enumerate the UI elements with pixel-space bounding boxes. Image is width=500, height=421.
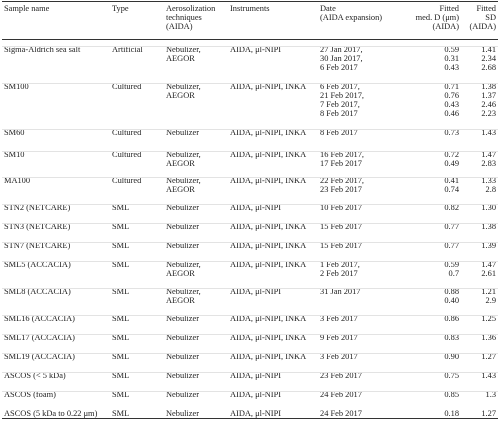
cell-instruments-line: AIDA, μl-NIPI, INKA — [230, 176, 307, 185]
header-instruments: Instruments — [230, 4, 270, 13]
cell-type-line: SML — [112, 260, 130, 269]
cell-date-line: 2 Feb 2017 — [320, 269, 358, 279]
cell-sample-name-line: ASCOS (< 5 kDa) — [4, 371, 66, 380]
cell-type-line: SML — [112, 203, 130, 212]
cell-fitted-median-diameter-line: 0.74 — [444, 185, 459, 195]
header-sample-name: Sample name — [4, 4, 50, 13]
cell-type-line: SML — [112, 314, 130, 323]
cell-fitted-sd-line: 2.23 — [481, 109, 496, 119]
cell-date-line: 23 Feb 2017 — [320, 185, 362, 195]
cell-sample-name-line: SM10 — [4, 150, 25, 159]
cell-fitted-sd-line: 2.8 — [485, 185, 496, 195]
cell-fitted-sd-line: 1.39 — [481, 241, 496, 250]
cell-date-line: 9 Feb 2017 — [320, 333, 358, 342]
cell-date-line: 21 Feb 2017, — [320, 91, 364, 101]
cell-fitted-sd-line: 2.83 — [481, 159, 496, 169]
cell-fitted-median-diameter-line: 0.18 — [444, 409, 459, 418]
cell-sample-name-line: SM60 — [4, 128, 25, 137]
row-divider — [2, 151, 498, 152]
row-divider — [2, 391, 498, 392]
cell-fitted-sd-line: 1.21 — [481, 287, 496, 296]
cell-instruments-line: AIDA, μl-NIPI, INKA — [230, 222, 307, 231]
cell-fitted-median-diameter-line: 0.46 — [444, 109, 459, 119]
cell-sample-name — [4, 409, 110, 418]
cell-aerosolization-line: Nebulizer — [166, 371, 200, 380]
cell-fitted-median-diameter-line: 0.40 — [444, 296, 459, 306]
cell-aerosolization — [166, 287, 228, 305]
row-divider — [2, 83, 498, 84]
cell-aerosolization-line: Nebulizer — [166, 203, 200, 212]
cell-type-line: SML — [112, 352, 130, 361]
cell-instruments-line: AIDA, μl-NIPI, INKA — [230, 260, 307, 269]
cell-fitted-sd-line: 1.36 — [481, 333, 496, 342]
cell-aerosolization-line: Nebulizer, — [166, 45, 201, 54]
cell-aerosolization-line: Nebulizer, — [166, 176, 201, 185]
cell-aerosolization — [166, 409, 228, 418]
cell-fitted-median-diameter-line: 0.77 — [444, 222, 459, 231]
cell-aerosolization-line: AEGOR — [166, 296, 195, 306]
cell-date — [320, 150, 406, 168]
cell-aerosolization-line: AEGOR — [166, 185, 195, 195]
cell-aerosolization-line: Nebulizer — [166, 241, 200, 250]
cell-fitted-median-diameter-line: 0.72 — [444, 150, 459, 159]
cell-type-line: SML — [112, 287, 130, 296]
cell-aerosolization-line: Nebulizer, — [166, 260, 201, 269]
row-divider — [2, 46, 498, 47]
cell-aerosolization-line: Nebulizer, — [166, 82, 201, 91]
cell-fitted-sd-line: 1.43 — [481, 371, 496, 380]
cell-date-line: 15 Feb 2017 — [320, 222, 362, 231]
row-divider — [2, 372, 498, 373]
cell-sample-name-line: STN2 (NETCARE) — [4, 203, 71, 212]
cell-date-line: 24 Feb 2017 — [320, 409, 362, 418]
cell-type-line: Cultured — [112, 82, 142, 91]
cell-aerosolization-line: Nebulizer — [166, 128, 200, 137]
cell-type-line: SML — [112, 409, 130, 418]
table-bottom-rule — [2, 418, 498, 419]
cell-date — [320, 260, 406, 278]
cell-aerosolization-line: Nebulizer — [166, 390, 200, 399]
cell-sample-name-line: ASCOS (foam) — [4, 390, 56, 399]
header-date: Date (AIDA expansion) — [320, 4, 383, 23]
cell-fitted-sd-line: 1.27 — [481, 409, 496, 418]
row-divider — [2, 204, 498, 205]
cell-fitted-sd-line: 2.46 — [481, 100, 496, 110]
cell-fitted-sd-line: 2.61 — [481, 269, 496, 279]
cell-instruments-line: AIDA, μl-NIPI, INKA — [230, 241, 307, 250]
row-divider — [2, 242, 498, 243]
cell-date-line: 10 Feb 2017 — [320, 203, 362, 212]
header-type: Type — [112, 4, 129, 13]
cell-date-line: 6 Feb 2017, — [320, 82, 360, 91]
cell-fitted-median-diameter — [406, 45, 459, 72]
row-divider — [2, 288, 498, 289]
cell-fitted-sd — [460, 150, 496, 168]
cell-fitted-median-diameter-line: 0.85 — [444, 390, 459, 399]
cell-instruments-line: AIDA, μl-NIPI — [230, 287, 282, 296]
cell-fitted-sd-line: 1.25 — [481, 314, 496, 323]
cell-fitted-sd-line: 1.33 — [481, 176, 496, 185]
cell-fitted-median-diameter — [406, 150, 459, 168]
cell-instruments-line: AIDA, μl-NIPI, INKA — [230, 314, 307, 323]
cell-aerosolization-line: Nebulizer — [166, 409, 200, 418]
cell-sample-name-line: SM100 — [4, 82, 29, 91]
cell-fitted-median-diameter-line: 0.43 — [444, 63, 459, 73]
cell-aerosolization-line: AEGOR — [166, 91, 195, 101]
cell-fitted-sd-line: 2.34 — [481, 54, 496, 64]
cell-fitted-median-diameter-line: 0.90 — [444, 352, 459, 361]
cell-aerosolization-line: Nebulizer, — [166, 287, 201, 296]
cell-type — [112, 409, 164, 418]
cell-fitted-median-diameter-line: 0.75 — [444, 371, 459, 380]
cell-aerosolization-line: Nebulizer, — [166, 150, 201, 159]
cell-fitted-median-diameter-line: 0.31 — [444, 54, 459, 64]
cell-fitted-sd-line: 1.37 — [481, 91, 496, 101]
header-fitted-median-diameter: Fitted med. D (μm) (AIDA) — [415, 4, 459, 32]
cell-aerosolization-line: AEGOR — [166, 54, 195, 64]
cell-fitted-sd-line: 1.41 — [481, 45, 496, 54]
cell-fitted-median-diameter-line: 0.41 — [444, 176, 459, 185]
cell-type-line: Cultured — [112, 176, 142, 185]
cell-date-line: 23 Feb 2017 — [320, 371, 362, 380]
header-aerosolization: Aerosolization techniques (AIDA) — [166, 4, 216, 32]
cell-fitted-median-diameter — [406, 409, 459, 418]
cell-fitted-median-diameter-line: 0.76 — [444, 91, 459, 101]
cell-sample-name-line: Sigma-Aldrich sea salt — [4, 45, 81, 54]
header-rule — [2, 39, 498, 40]
cell-fitted-sd-line: 2.9 — [485, 296, 496, 306]
cell-aerosolization — [166, 150, 228, 168]
cell-instruments-line: AIDA, μl-NIPI, INKA — [230, 150, 307, 159]
row-divider — [2, 177, 498, 178]
row-divider — [2, 315, 498, 316]
cell-sample-name-line: SML8 (ACCACIA) — [4, 287, 71, 296]
cell-fitted-median-diameter-line: 0.59 — [444, 260, 459, 269]
cell-fitted-sd — [460, 176, 496, 194]
cell-instruments — [230, 409, 318, 418]
cell-aerosolization — [166, 176, 228, 194]
cell-sample-name-line: STN3 (NETCARE) — [4, 222, 71, 231]
cell-fitted-sd-line: 1.47 — [481, 260, 496, 269]
cell-fitted-sd-line: 1.30 — [481, 203, 496, 212]
cell-date-line: 1 Feb 2017, — [320, 260, 360, 269]
cell-fitted-sd — [460, 260, 496, 278]
cell-fitted-median-diameter — [406, 287, 459, 305]
cell-fitted-median-diameter-line: 0.59 — [444, 45, 459, 54]
cell-aerosolization — [166, 45, 228, 63]
cell-sample-name-line: SML19 (ACCACIA) — [4, 352, 75, 361]
cell-fitted-median-diameter-line: 0.49 — [444, 159, 459, 169]
row-divider — [2, 129, 498, 130]
cell-date-line: 3 Feb 2017 — [320, 352, 358, 361]
cell-instruments-line: AIDA, μl-NIPI — [230, 45, 282, 54]
cell-aerosolization-line: AEGOR — [166, 159, 195, 169]
cell-aerosolization — [166, 82, 228, 100]
cell-sample-name-line: SML16 (ACCACIA) — [4, 314, 75, 323]
cell-sample-name-line: SML5 (ACCACIA) — [4, 260, 71, 269]
cell-date — [320, 409, 406, 418]
cell-fitted-median-diameter-line: 0.82 — [444, 203, 459, 212]
cell-date-line: 7 Feb 2017, — [320, 100, 360, 110]
cell-instruments-line: AIDA, μl-NIPI, INKA — [230, 82, 307, 91]
cell-date-line: 6 Feb 2017 — [320, 63, 358, 73]
cell-fitted-median-diameter-line: 0.7 — [448, 269, 459, 279]
cell-type-line: Cultured — [112, 128, 142, 137]
cell-fitted-median-diameter-line: 0.86 — [444, 314, 459, 323]
cell-fitted-sd-line: 1.27 — [481, 352, 496, 361]
row-divider — [2, 334, 498, 335]
cell-fitted-median-diameter-line: 0.43 — [444, 100, 459, 110]
cell-fitted-median-diameter-line: 0.83 — [444, 333, 459, 342]
cell-date — [320, 176, 406, 194]
cell-date-line: 17 Feb 2017 — [320, 159, 362, 169]
cell-fitted-median-diameter — [406, 260, 459, 278]
cell-aerosolization-line: Nebulizer — [166, 333, 200, 342]
cell-fitted-median-diameter-line: 0.77 — [444, 241, 459, 250]
cell-aerosolization-line: Nebulizer — [166, 352, 200, 361]
cell-fitted-median-diameter — [406, 176, 459, 194]
cell-type-line: SML — [112, 241, 130, 250]
header-fitted-sd: Fitted SD (AIDA) — [469, 4, 496, 32]
cell-instruments-line: AIDA, μl-NIPI, INKA — [230, 333, 307, 342]
row-divider — [2, 353, 498, 354]
cell-date-line: 24 Feb 2017 — [320, 390, 362, 399]
cell-date-line: 8 Feb 2017 — [320, 128, 358, 137]
cell-aerosolization-line: Nebulizer — [166, 222, 200, 231]
cell-date-line: 30 Jan 2017, — [320, 54, 363, 64]
cell-fitted-sd-line: 1.3 — [485, 390, 496, 399]
cell-sample-name-line: STN7 (NETCARE) — [4, 241, 71, 250]
cell-fitted-sd — [460, 409, 496, 418]
cell-fitted-median-diameter-line: 0.71 — [444, 82, 459, 91]
cell-type-line: Cultured — [112, 150, 142, 159]
cell-date-line: 16 Feb 2017, — [320, 150, 364, 159]
cell-fitted-sd-line: 1.43 — [481, 128, 496, 137]
cell-date-line: 22 Feb 2017, — [320, 176, 364, 185]
cell-instruments-line: AIDA, μl-NIPI — [230, 203, 282, 212]
cell-sample-name-line: MA100 — [4, 176, 31, 185]
cell-date-line: 3 Feb 2017 — [320, 314, 358, 323]
cell-date-line: 27 Jan 2017, — [320, 45, 363, 54]
cell-date-line: 31 Jan 2017 — [320, 287, 361, 296]
cell-fitted-median-diameter-line: 0.88 — [444, 287, 459, 296]
cell-aerosolization-line: Nebulizer — [166, 314, 200, 323]
cell-date — [320, 45, 406, 72]
cell-date-line: 8 Feb 2017 — [320, 109, 358, 119]
cell-fitted-median-diameter — [406, 82, 459, 118]
cell-date-line: 15 Feb 2017 — [320, 241, 362, 250]
row-divider — [2, 261, 498, 262]
row-divider — [2, 223, 498, 224]
cell-instruments-line: AIDA, μl-NIPI — [230, 409, 282, 418]
cell-date — [320, 82, 406, 118]
cell-sample-name-line: ASCOS (5 kDa to 0.22 μm) — [4, 409, 98, 418]
cell-fitted-sd — [460, 45, 496, 72]
cell-fitted-sd — [460, 82, 496, 118]
cell-type-line: SML — [112, 371, 130, 380]
cell-instruments-line: AIDA, μl-NIPI, INKA — [230, 352, 307, 361]
cell-fitted-sd — [460, 287, 496, 305]
cell-sample-name-line: SML17 (ACCACIA) — [4, 333, 75, 342]
cell-instruments-line: AIDA, μl-NIPI — [230, 390, 282, 399]
cell-fitted-sd-line: 1.47 — [481, 150, 496, 159]
cell-type-line: SML — [112, 222, 130, 231]
cell-type-line: Artificial — [112, 45, 143, 54]
cell-type-line: SML — [112, 390, 130, 399]
cell-fitted-sd-line: 1.38 — [481, 82, 496, 91]
table-top-rule — [2, 1, 498, 2]
cell-type-line: SML — [112, 333, 130, 342]
cell-instruments-line: AIDA, μl-NIPI, INKA — [230, 128, 307, 137]
cell-fitted-median-diameter-line: 0.73 — [444, 128, 459, 137]
cell-aerosolization-line: AEGOR — [166, 269, 195, 279]
cell-fitted-sd-line: 1.38 — [481, 222, 496, 231]
cell-instruments-line: AIDA, μl-NIPI — [230, 371, 282, 380]
cell-aerosolization — [166, 260, 228, 278]
cell-fitted-sd-line: 2.68 — [481, 63, 496, 73]
